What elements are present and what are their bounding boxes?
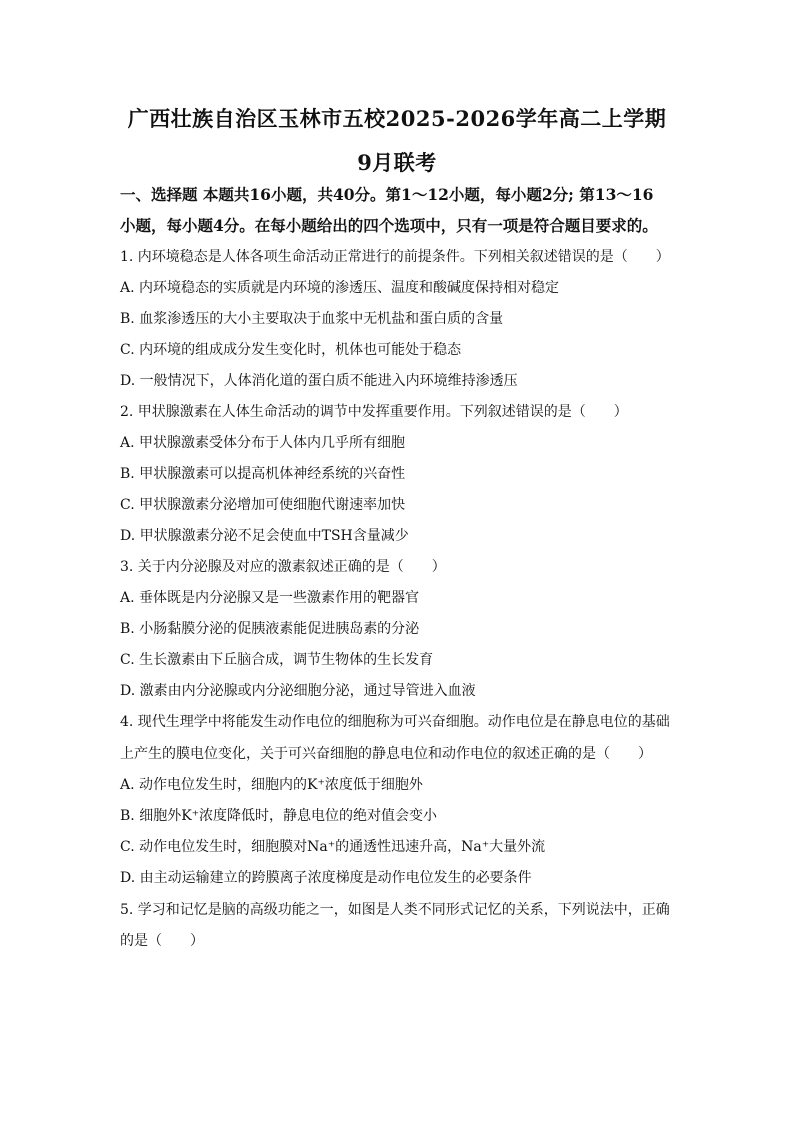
question-4-stem-line-1: 4. 现代生理学中将能发生动作电位的细胞称为可兴奋细胞。动作电位是在静息电位的基础: [120, 714, 670, 730]
question-1-option-a: A. 内环境稳态的实质就是内环境的渗透压、温度和酸碱度保持相对稳定: [120, 280, 560, 296]
question-1-option-d: D. 一般情况下，人体消化道的蛋白质不能进入内环境维持渗透压: [120, 373, 518, 389]
question-3-option-b: B. 小肠黏膜分泌的促胰液素能促进胰岛素的分泌: [120, 621, 420, 637]
question-1-option-c: C. 内环境的组成成分发生变化时，机体也可能处于稳态: [120, 342, 462, 358]
question-3-option-c: C. 生长激素由下丘脑合成，调节生物体的生长发育: [120, 652, 434, 668]
question-2-option-d: D. 甲状腺激素分泌不足会使血中TSH含量减少: [120, 528, 409, 544]
question-2-stem: 2. 甲状腺激素在人体生命活动的调节中发挥重要作用。下列叙述错误的是（ ）: [120, 404, 628, 420]
question-4-stem-line-2: 上产生的膜电位变化，关于可兴奋细胞的静息电位和动作电位的叙述正确的是（ ）: [120, 746, 652, 762]
question-1-option-b: B. 血浆渗透压的大小主要取决于血浆中无机盐和蛋白质的含量: [120, 311, 504, 327]
section-instructions-line-2: 小题，每小题4分。在每小题给出的四个选项中，只有一项是符合题目要求的。: [120, 216, 658, 235]
question-4-option-a: A. 动作电位发生时，细胞内的K⁺浓度低于细胞外: [120, 777, 423, 793]
question-3-option-d: D. 激素由内分泌腺或内分泌细胞分泌，通过导管进入血液: [120, 683, 476, 699]
question-5-stem-line-1: 5. 学习和记忆是脑的高级功能之一，如图是人类不同形式记忆的关系，下列说法中，正确: [120, 902, 670, 918]
exam-title-line-2: 9月联考: [357, 150, 437, 175]
question-2-option-c: C. 甲状腺激素分泌增加可使细胞代谢速率加快: [120, 497, 406, 513]
question-3-option-a: A. 垂体既是内分泌腺又是一些激素作用的靶器官: [120, 590, 420, 606]
question-1-stem: 1. 内环境稳态是人体各项生命活动正常进行的前提条件。下列相关叙述错误的是（ ）: [120, 249, 670, 265]
question-4-option-d: D. 由主动运输建立的跨膜离子浓度梯度是动作电位发生的必要条件: [120, 870, 532, 886]
question-5-stem-line-2: 的是（ ）: [120, 933, 204, 949]
question-4-option-c: C. 动作电位发生时，细胞膜对Na⁺的通透性迅速升高，Na⁺大量外流: [120, 839, 546, 855]
question-3-stem: 3. 关于内分泌腺及对应的激素叙述正确的是（ ）: [120, 559, 446, 575]
section-instructions-line-1: 一、选择题 本题共16小题，共40分。第1～12小题，每小题2分; 第13～16: [120, 185, 654, 204]
exam-title-line-1: 广西壮族自治区玉林市五校2025-2026学年高二上学期: [127, 106, 667, 131]
question-2-option-a: A. 甲状腺激素受体分布于人体内几乎所有细胞: [120, 435, 406, 451]
question-2-option-b: B. 甲状腺激素可以提高机体神经系统的兴奋性: [120, 466, 406, 482]
question-4-option-b: B. 细胞外K⁺浓度降低时，静息电位的绝对值会变小: [120, 808, 438, 824]
